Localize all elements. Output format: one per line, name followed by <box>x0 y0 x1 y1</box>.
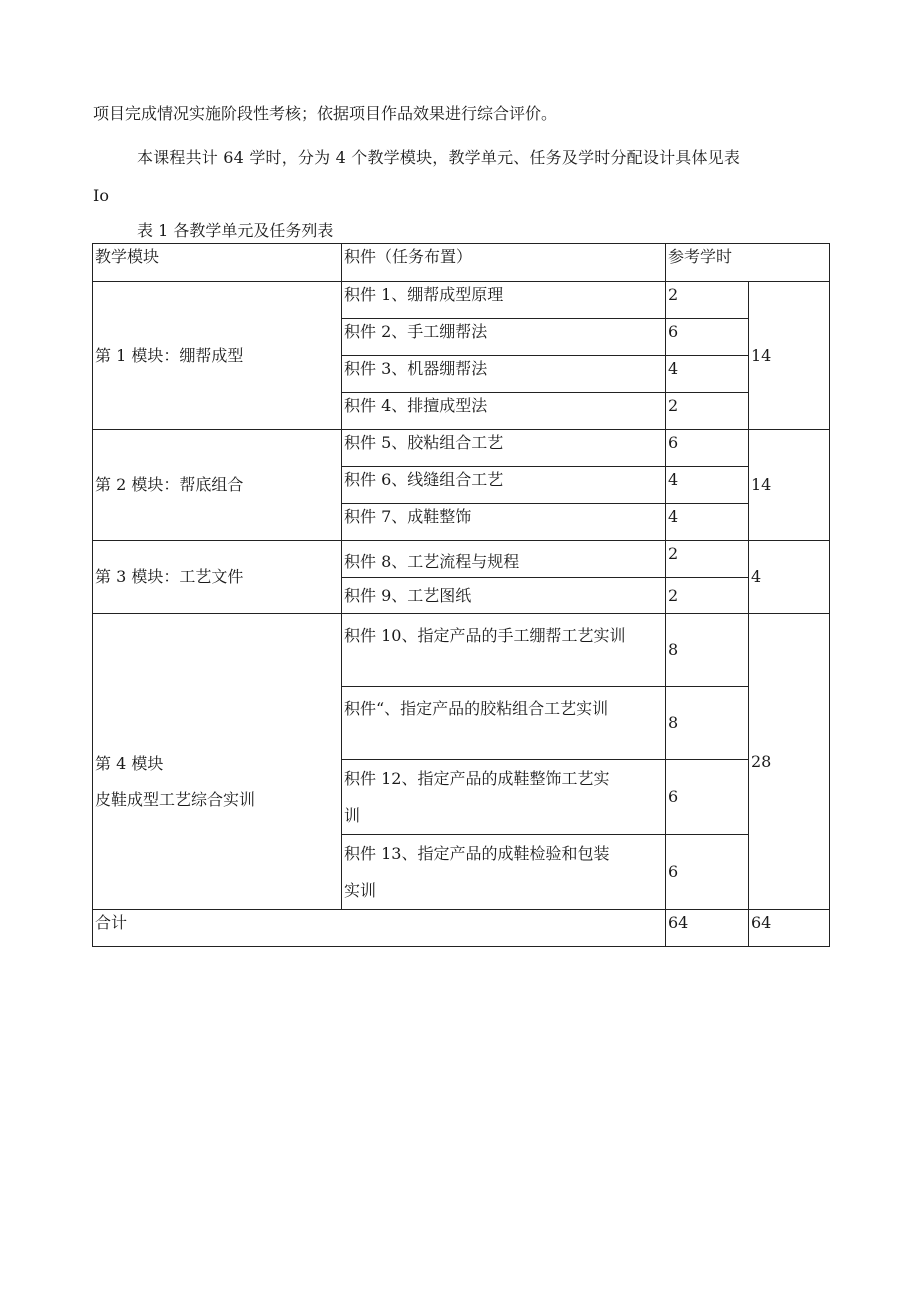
intro-paragraph-line-1: 项目完成情况实施阶段性考核；依据项目作品效果进行综合评价。 <box>93 104 558 123</box>
total-hours: 64 <box>666 910 749 947</box>
task-name: 积件 1、绷帮成型原理 <box>342 282 666 319</box>
table-row <box>93 430 830 467</box>
header-module: 教学模块 <box>93 244 342 282</box>
table-total-row <box>93 910 830 947</box>
module-2-total: 14 <box>749 430 830 541</box>
task-name-line-2: 训 <box>344 806 361 825</box>
module-1-name: 第 1 模块：绷帮成型 <box>93 282 342 430</box>
task-hours: 6 <box>666 319 749 356</box>
task-hours: 6 <box>666 430 749 467</box>
task-name-line-1: 积件 13、指定产品的成鞋检验和包装 <box>344 844 610 863</box>
course-module-table <box>92 243 830 947</box>
module-3-total: 4 <box>749 541 830 614</box>
task-name: 积件 5、胶粘组合工艺 <box>342 430 666 467</box>
task-name: 积件 6、线缝组合工艺 <box>342 467 666 504</box>
header-hours: 参考学时 <box>666 244 830 282</box>
task-name: 积件 4、排擅成型法 <box>342 393 666 430</box>
header-task: 积件（任务布置） <box>342 244 666 282</box>
task-hours: 4 <box>666 356 749 393</box>
task-name-line-2: 实训 <box>344 881 377 900</box>
task-hours: 6 <box>666 760 749 835</box>
task-hours: 2 <box>666 282 749 319</box>
task-hours: 8 <box>666 614 749 687</box>
table-row <box>93 282 830 319</box>
task-name: 积件 10、指定产品的手工绷帮工艺实训 <box>342 614 666 687</box>
module-4-name-line-2: 皮鞋成型工艺综合实训 <box>95 789 256 809</box>
module-4-name <box>93 614 342 910</box>
table-row <box>93 541 830 578</box>
task-name: 积件 7、成鞋整饰 <box>342 504 666 541</box>
module-3-name: 第 3 模块：工艺文件 <box>93 541 342 614</box>
grand-total: 64 <box>749 910 830 947</box>
task-hours: 2 <box>666 541 749 578</box>
table-caption: 表 1 各教学单元及任务列表 <box>137 221 334 240</box>
task-hours: 4 <box>666 467 749 504</box>
task-name: 积件 8、工艺流程与规程 <box>342 541 666 578</box>
task-hours: 6 <box>666 835 749 910</box>
intro-paragraph-line-2: 本课程共计 64 学时，分为 4 个教学模块，教学单元、任务及学时分配设计具体见表 <box>137 148 741 167</box>
task-name-line-1: 积件 12、指定产品的成鞋整饰工艺实 <box>344 769 610 788</box>
task-hours: 2 <box>666 393 749 430</box>
task-name: 积件 3、机器绷帮法 <box>342 356 666 393</box>
task-hours: 2 <box>666 578 749 614</box>
total-label: 合计 <box>93 910 666 947</box>
module-2-name: 第 2 模块：帮底组合 <box>93 430 342 541</box>
task-name: 积件 2、手工绷帮法 <box>342 319 666 356</box>
module-4-name-line-1: 第 4 模块 <box>95 753 164 773</box>
module-4-total: 28 <box>749 614 830 910</box>
module-1-total: 14 <box>749 282 830 430</box>
table-row <box>93 614 830 687</box>
task-hours: 8 <box>666 687 749 760</box>
task-name: 积件“、指定产品的胶粘组合工艺实训 <box>342 687 666 760</box>
task-name <box>342 835 666 910</box>
table-header-row <box>93 244 830 282</box>
task-name <box>342 760 666 835</box>
task-hours: 4 <box>666 504 749 541</box>
task-name: 积件 9、工艺图纸 <box>342 578 666 614</box>
intro-paragraph-line-3: Io <box>93 186 109 205</box>
